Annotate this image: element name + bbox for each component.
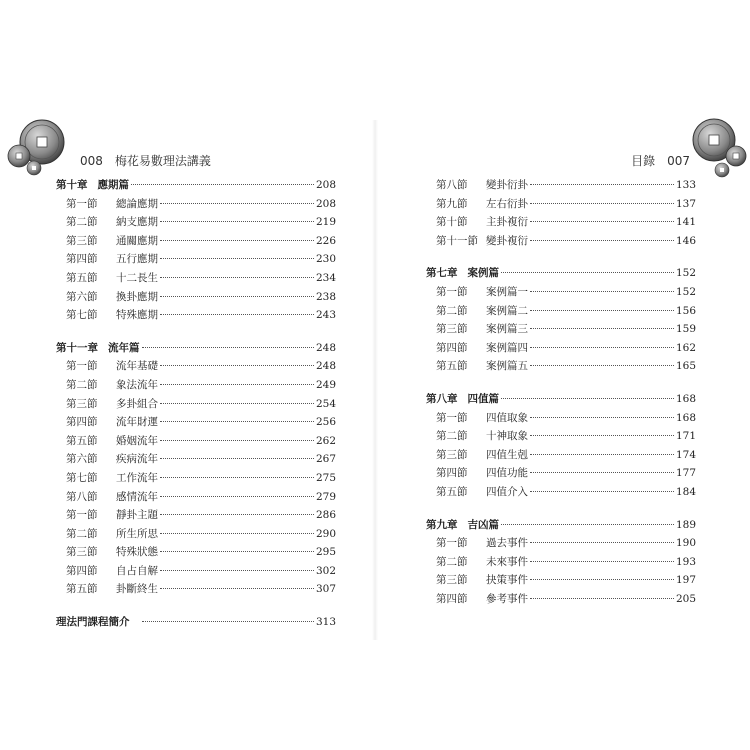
toc-group: [56, 176, 336, 325]
section-number: 第四節: [66, 253, 98, 266]
ancient-coins-icon: [684, 116, 748, 178]
section-title: 案例篇五: [486, 360, 528, 373]
section-number: 第一節: [436, 537, 468, 550]
dot-leader: [530, 491, 674, 492]
page-number: 133: [675, 179, 696, 191]
toc-entry-row[interactable]: [426, 409, 696, 428]
dot-leader: [160, 458, 314, 459]
toc-entry-row[interactable]: [426, 446, 696, 465]
toc-entry-row[interactable]: [426, 195, 696, 214]
toc-entry-row[interactable]: [426, 339, 696, 358]
section-title: 特殊狀態: [116, 546, 158, 559]
section-title: 流年基礎: [116, 360, 158, 373]
toc-chapter-row[interactable]: [426, 390, 696, 409]
section-number: 第四節: [436, 592, 468, 605]
section-title: 多卦組合: [116, 397, 158, 410]
section-title: 四值介入: [486, 485, 528, 498]
section-number: 第十一節: [436, 234, 478, 247]
dot-leader: [160, 365, 314, 366]
page-number: 248: [315, 341, 336, 354]
section-title: 卦斷終生: [116, 583, 158, 596]
toc-entry-row[interactable]: [56, 376, 336, 395]
dot-leader: [530, 203, 674, 204]
right-running-header: [631, 152, 690, 169]
page-number: 193: [675, 555, 696, 568]
section-title: 變卦衍卦: [486, 179, 528, 191]
section-number: 第六節: [66, 290, 98, 303]
dot-leader: [530, 417, 674, 418]
page-gutter: [372, 120, 378, 640]
toc-entry-row[interactable]: [56, 288, 336, 307]
page-number: 279: [315, 490, 336, 503]
section-number: 第六節: [66, 453, 98, 466]
section-number: 第五節: [66, 271, 98, 284]
page-number: 286: [315, 509, 336, 522]
section-number: 第五節: [436, 360, 468, 373]
toc-entry-row[interactable]: [426, 534, 696, 553]
page-number: 177: [675, 467, 696, 480]
page-number: 234: [315, 271, 336, 284]
section-number: 第二節: [436, 555, 468, 568]
toc-group: [426, 390, 696, 502]
toc-entry-row[interactable]: [56, 488, 336, 507]
toc-entry-row[interactable]: [56, 562, 336, 581]
section-number: 第一節: [436, 411, 468, 424]
toc-entry-row[interactable]: [56, 195, 336, 214]
page-number: 159: [675, 323, 696, 336]
page-number: 197: [675, 574, 696, 587]
dot-leader: [160, 514, 314, 515]
section-number: 第四節: [436, 341, 468, 354]
toc-entry-row[interactable]: [56, 432, 336, 451]
right-page-number: 007: [667, 154, 690, 168]
dot-leader: [142, 347, 314, 348]
toc-chapter-row[interactable]: [56, 613, 336, 632]
chapter-title: 案例篇: [467, 267, 499, 280]
toc-entry-row[interactable]: [56, 269, 336, 288]
toc-entry-row[interactable]: [426, 571, 696, 590]
page-number: 208: [315, 179, 336, 191]
section-title: 十二長生: [116, 271, 158, 284]
dot-leader: [530, 598, 674, 599]
dot-leader: [160, 240, 314, 241]
page-number: 307: [315, 583, 336, 596]
toc-chapter-row[interactable]: [426, 264, 696, 283]
section-title: 主卦複衍: [486, 216, 528, 229]
chapter-number: 第九章: [426, 518, 458, 531]
section-number: 第十節: [436, 216, 468, 229]
toc-entry-row[interactable]: [426, 320, 696, 339]
page-number: 249: [315, 378, 336, 391]
section-title: 抉策事件: [486, 574, 528, 587]
page-number: 190: [675, 537, 696, 550]
page-number: 208: [315, 197, 336, 210]
page-number: 152: [675, 285, 696, 298]
dot-leader: [160, 551, 314, 552]
dot-leader: [530, 542, 674, 543]
toc-entry-row[interactable]: [56, 250, 336, 269]
page-number: 165: [675, 360, 696, 373]
section-number: 第三節: [66, 397, 98, 410]
section-title: 案例篇一: [486, 285, 528, 298]
page-number: 238: [315, 290, 336, 303]
chapter-number: 第八章: [426, 392, 458, 405]
toc-entry-row[interactable]: [426, 302, 696, 321]
section-number: 第三節: [66, 234, 98, 247]
chapter-number: 理法門課程簡介: [56, 616, 130, 629]
section-title: 十神取象: [486, 430, 528, 443]
dot-leader: [160, 258, 314, 259]
left-page-number: 008: [80, 154, 103, 168]
dot-leader: [131, 184, 314, 185]
toc-group: [56, 339, 336, 599]
page-number: 137: [675, 197, 696, 210]
page-number: 313: [315, 616, 336, 629]
section-title: 流年財運: [116, 416, 158, 429]
section-title: 過去事件: [486, 537, 528, 550]
page-number: 168: [675, 411, 696, 424]
section-number: 第八節: [66, 490, 98, 503]
section-number: 第五節: [66, 434, 98, 447]
dot-leader: [160, 440, 314, 441]
chapter-title: 吉凶篇: [467, 518, 499, 531]
dot-leader: [501, 524, 674, 525]
toc-chapter-row[interactable]: [56, 176, 336, 195]
page-number: 275: [315, 471, 336, 484]
page-number: 267: [315, 453, 336, 466]
toc-entry-row[interactable]: [426, 590, 696, 609]
toc-entry-row[interactable]: [426, 357, 696, 376]
toc-entry-row[interactable]: [56, 580, 336, 599]
book-title: 梅花易數理法講義: [114, 154, 211, 168]
section-title: 通關應期: [116, 234, 158, 247]
dot-leader: [530, 472, 674, 473]
chapter-number: 第十一章: [56, 341, 98, 354]
dot-leader: [160, 384, 314, 385]
chapter-number: 第十章: [56, 179, 88, 191]
section-number: 第二節: [66, 216, 98, 229]
dot-leader: [142, 621, 314, 622]
section-number: 第三節: [436, 574, 468, 587]
section-title: 特殊應期: [116, 309, 158, 322]
page-number: 146: [675, 234, 696, 247]
ancient-coins-icon: [6, 116, 76, 176]
dot-leader: [160, 533, 314, 534]
section-title: 案例篇二: [486, 304, 528, 317]
toc-entry-row[interactable]: [426, 427, 696, 446]
page-number: 174: [675, 448, 696, 461]
dot-leader: [530, 328, 674, 329]
section-number: 第五節: [66, 583, 98, 596]
section-number: 第四節: [436, 467, 468, 480]
dot-leader: [530, 221, 674, 222]
dot-leader: [530, 347, 674, 348]
dot-leader: [530, 240, 674, 241]
page-number: 243: [315, 309, 336, 322]
page-number: 156: [675, 304, 696, 317]
section-number: 第四節: [66, 564, 98, 577]
section-title: 目錄: [631, 154, 656, 168]
section-title: 疾病流年: [116, 453, 158, 466]
dot-leader: [530, 435, 674, 436]
section-number: 第一節: [66, 509, 98, 522]
toc-chapter-row[interactable]: [56, 339, 336, 358]
toc-entry-row[interactable]: [56, 357, 336, 376]
dot-leader: [160, 277, 314, 278]
section-title: 象法流年: [116, 378, 158, 391]
page-number: 205: [675, 592, 696, 605]
section-number: 第四節: [66, 416, 98, 429]
toc-chapter-row[interactable]: [426, 516, 696, 535]
section-title: 靜卦主題: [116, 509, 158, 522]
right-table-of-contents: [426, 176, 696, 608]
toc-entry-row[interactable]: [56, 213, 336, 232]
page-number: 168: [675, 392, 696, 405]
page-number: 230: [315, 253, 336, 266]
section-number: 第三節: [66, 546, 98, 559]
section-number: 第九節: [436, 197, 468, 210]
page-number: 302: [315, 564, 336, 577]
dot-leader: [160, 221, 314, 222]
page-number: 295: [315, 546, 336, 559]
page-number: 184: [675, 485, 696, 498]
dot-leader: [530, 579, 674, 580]
toc-entry-row[interactable]: [56, 413, 336, 432]
dot-leader: [530, 291, 674, 292]
dot-leader: [160, 314, 314, 315]
toc-entry-row[interactable]: [56, 525, 336, 544]
section-title: 未來事件: [486, 555, 528, 568]
left-table-of-contents: [56, 176, 336, 632]
dot-leader: [160, 403, 314, 404]
toc-entry-row[interactable]: [426, 213, 696, 232]
section-title: 感情流年: [116, 490, 158, 503]
toc-group: [426, 516, 696, 609]
page-number: 226: [315, 234, 336, 247]
dot-leader: [160, 296, 314, 297]
section-title: 換卦應期: [116, 290, 158, 303]
section-number: 第二節: [436, 430, 468, 443]
toc-entry-row[interactable]: [56, 395, 336, 414]
dot-leader: [160, 496, 314, 497]
toc-entry-row[interactable]: [426, 283, 696, 302]
page-number: 152: [675, 267, 696, 280]
chapter-title: 流年篇: [108, 341, 140, 354]
dot-leader: [160, 477, 314, 478]
toc-entry-row[interactable]: [56, 469, 336, 488]
toc-entry-row[interactable]: [56, 232, 336, 251]
section-title: 所生所思: [116, 527, 158, 540]
section-title: 四值生剋: [486, 448, 528, 461]
toc-entry-row[interactable]: [426, 464, 696, 483]
section-number: 第二節: [436, 304, 468, 317]
toc-entry-row[interactable]: [426, 232, 696, 251]
page-number: 290: [315, 527, 336, 540]
dot-leader: [160, 203, 314, 204]
section-title: 總論應期: [116, 197, 158, 210]
toc-entry-row[interactable]: [56, 450, 336, 469]
page-number: 189: [675, 518, 696, 531]
section-title: 五行應期: [116, 253, 158, 266]
section-title: 參考事件: [486, 592, 528, 605]
toc-entry-row[interactable]: [426, 483, 696, 502]
toc-entry-row[interactable]: [426, 553, 696, 572]
section-title: 案例篇四: [486, 341, 528, 354]
chapter-number: 第七章: [426, 267, 458, 280]
page-number: 219: [315, 216, 336, 229]
section-number: 第八節: [436, 179, 468, 191]
page-number: 141: [675, 216, 696, 229]
dot-leader: [160, 421, 314, 422]
section-number: 第二節: [66, 378, 98, 391]
section-number: 第三節: [436, 323, 468, 336]
page-number: 162: [675, 341, 696, 354]
toc-entry-row[interactable]: [56, 506, 336, 525]
page-number: 171: [675, 430, 696, 443]
toc-group: [426, 264, 696, 376]
toc-group: [56, 613, 336, 632]
section-title: 左右衍卦: [486, 197, 528, 210]
section-title: 案例篇三: [486, 323, 528, 336]
section-number: 第二節: [66, 527, 98, 540]
section-number: 第一節: [66, 360, 98, 373]
toc-entry-row[interactable]: [56, 543, 336, 562]
dot-leader: [530, 561, 674, 562]
page-number: 256: [315, 416, 336, 429]
dot-leader: [530, 184, 674, 185]
section-title: 四值功能: [486, 467, 528, 480]
section-title: 婚姻流年: [116, 434, 158, 447]
toc-group: [426, 176, 696, 250]
dot-leader: [501, 398, 674, 399]
dot-leader: [530, 454, 674, 455]
section-title: 變卦複衍: [486, 234, 528, 247]
chapter-title: 應期篇: [97, 179, 129, 191]
section-number: 第一節: [66, 197, 98, 210]
dot-leader: [530, 365, 674, 366]
dot-leader: [530, 310, 674, 311]
section-number: 第三節: [436, 448, 468, 461]
page-number: 248: [315, 360, 336, 373]
page-number: 254: [315, 397, 336, 410]
section-title: 納支應期: [116, 216, 158, 229]
section-number: 第七節: [66, 309, 98, 322]
section-title: 四值取象: [486, 411, 528, 424]
section-title: 工作流年: [116, 471, 158, 484]
toc-entry-row[interactable]: [426, 176, 696, 195]
page-number: 262: [315, 434, 336, 447]
section-number: 第一節: [436, 285, 468, 298]
dot-leader: [501, 272, 674, 273]
chapter-title: 四值篇: [467, 392, 499, 405]
section-number: 第五節: [436, 485, 468, 498]
section-number: 第七節: [66, 471, 98, 484]
section-title: 自占自解: [116, 564, 158, 577]
toc-entry-row[interactable]: [56, 306, 336, 325]
dot-leader: [160, 588, 314, 589]
dot-leader: [160, 570, 314, 571]
left-running-header: [80, 152, 211, 169]
